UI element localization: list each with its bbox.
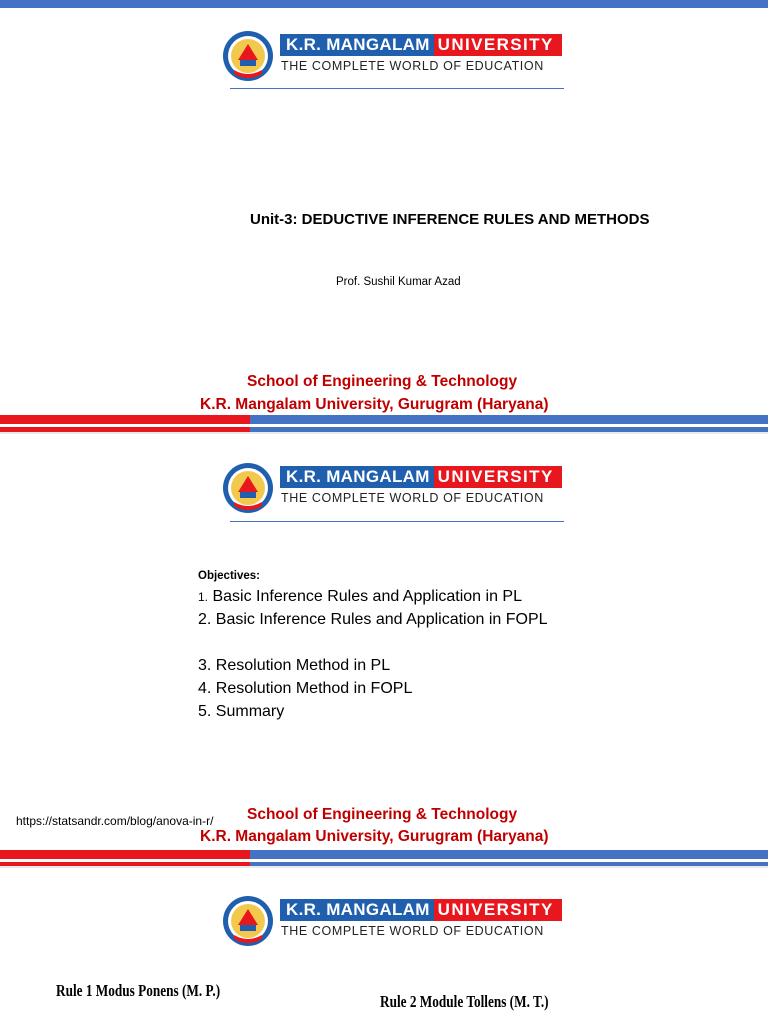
bottom-accent-bar (0, 415, 768, 424)
reference-link[interactable]: https://statsandr.com/blog/anova-in-r/ (16, 814, 214, 828)
university-name (280, 899, 562, 921)
objectives-heading: Objectives: (198, 570, 260, 582)
objective-number: 1. (198, 590, 209, 604)
objective-item: 3. Resolution Method in PL (198, 657, 391, 674)
university-logo (222, 30, 567, 88)
logo-divider (230, 88, 564, 89)
university-name-part1: K.R. MANGALAM (280, 34, 434, 56)
university-logo (222, 895, 567, 953)
university-tagline: THE COMPLETE WORLD OF EDUCATION (281, 491, 544, 505)
university-seal-icon (222, 30, 274, 82)
university-name-part2: UNIVERSITY (434, 899, 562, 921)
university-tagline: THE COMPLETE WORLD OF EDUCATION (281, 924, 544, 938)
author-name: Prof. Sushil Kumar Azad (336, 276, 461, 288)
slide-1[interactable] (0, 0, 768, 432)
slide-3[interactable] (0, 868, 768, 1024)
university-name-part1: K.R. MANGALAM (280, 899, 434, 921)
university-tagline: THE COMPLETE WORLD OF EDUCATION (281, 59, 544, 73)
university-name (280, 466, 562, 488)
university-seal-icon (222, 895, 274, 947)
university-name-part1: K.R. MANGALAM (280, 466, 434, 488)
objective-item: 4. Resolution Method in FOPL (198, 680, 413, 697)
logo-divider (230, 521, 564, 522)
slide-title: Unit-3: DEDUCTIVE INFERENCE RULES AND METHODS (250, 211, 650, 228)
rule-2-heading: Rule 2 Module Tollens (M. T.) (380, 992, 549, 1011)
university-logo (222, 462, 567, 520)
university-name-part2: UNIVERSITY (434, 466, 562, 488)
bottom-accent-bar (0, 850, 768, 859)
slide-2[interactable] (0, 434, 768, 866)
school-name: School of Engineering & Technology (247, 373, 518, 390)
school-name: School of Engineering & Technology (247, 806, 518, 823)
rule-1-heading: Rule 1 Modus Ponens (M. P.) (56, 981, 221, 1000)
university-location: K.R. Mangalam University, Gurugram (Haryana) (200, 396, 549, 413)
university-name (280, 34, 562, 56)
objective-item (198, 588, 522, 606)
objective-item: 5. Summary (198, 703, 285, 720)
university-seal-icon (222, 462, 274, 514)
objective-text: Basic Inference Rules and Application in PL (208, 588, 522, 605)
top-accent-bar (0, 0, 768, 8)
university-name-part2: UNIVERSITY (434, 34, 562, 56)
university-location: K.R. Mangalam University, Gurugram (Haryana) (200, 828, 549, 845)
objective-item: 2. Basic Inference Rules and Application in FOPL (198, 611, 548, 628)
